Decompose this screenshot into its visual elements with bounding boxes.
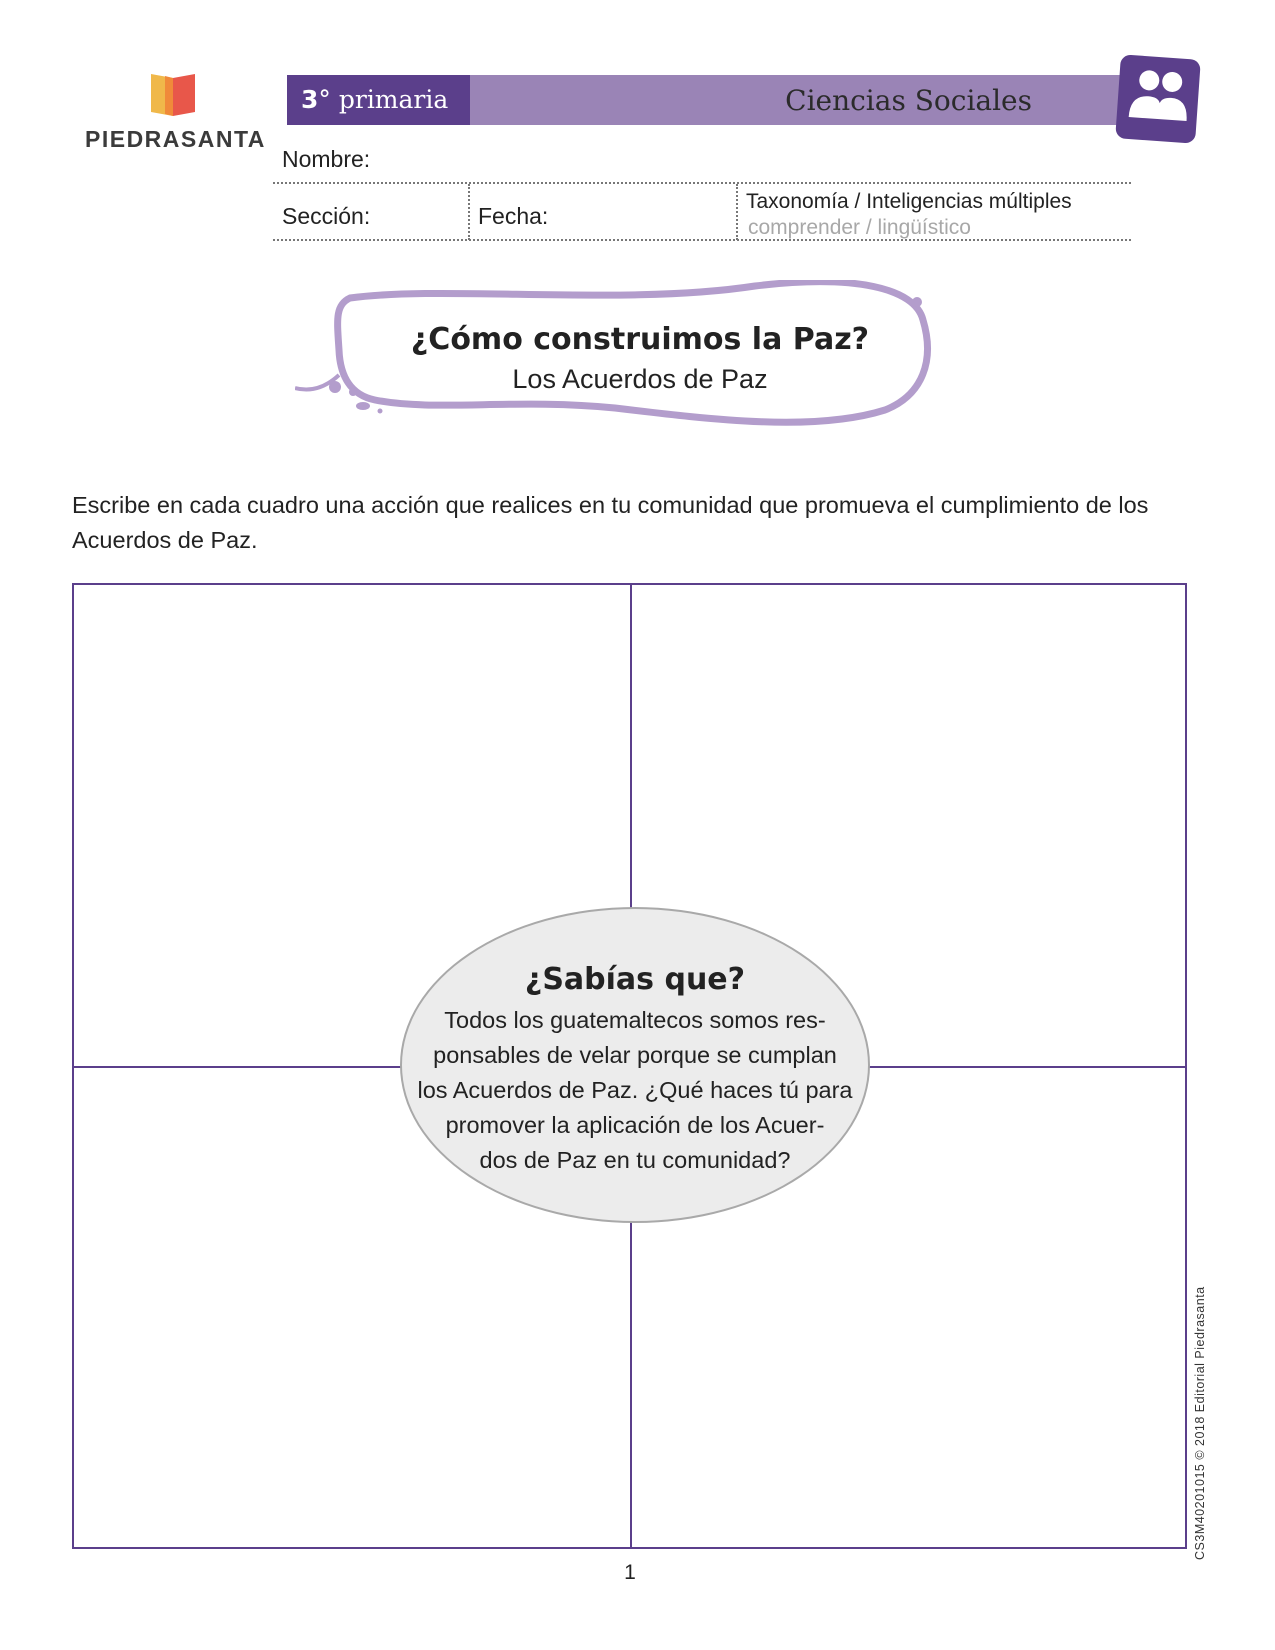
did-you-know-line: dos de Paz en tu comunidad? (479, 1147, 791, 1173)
subject-title: Ciencias Sociales (785, 84, 1032, 117)
title-speech-bubble (295, 280, 975, 440)
name-underline (273, 182, 1131, 184)
name-label: Nombre: (282, 146, 371, 172)
header-bar (287, 75, 1127, 125)
taxonomy-value: comprender / lingüístico (748, 216, 971, 239)
instructions: Escribe en cada cuadro una acción que realices en tu comunidad que promueva el cumplimiento de los Acuerdos de Paz. (72, 492, 1149, 553)
grade-word: primaria (338, 85, 449, 114)
did-you-know-line: los Acuerdos de Paz. ¿Qué haces tú para (417, 1077, 853, 1103)
did-you-know-line: promover la aplicación de los Acuer- (445, 1112, 825, 1138)
field-divider (736, 184, 738, 240)
field-divider (468, 184, 470, 240)
side-copyright-code: CS3M40201015 © 2018 Editorial Piedrasanta (1193, 1286, 1207, 1560)
worksheet-subtitle: Los Acuerdos de Paz (512, 364, 768, 394)
page-number: 1 (624, 1561, 636, 1584)
worksheet-title: ¿Cómo construimos la Paz? (410, 322, 870, 357)
publisher-name: PIEDRASANTA (85, 126, 266, 152)
people-icon (1115, 54, 1201, 143)
did-you-know-line: Todos los guatemaltecos somos res- (444, 1007, 826, 1033)
book-logo-icon (85, 70, 270, 126)
did-you-know-line: ponsables de velar porque se cumplan (433, 1042, 837, 1068)
did-you-know-title: ¿Sabías que? (524, 962, 746, 997)
date-label: Fecha: (478, 203, 549, 229)
taxonomy-title: Taxonomía / Inteligencias múltiples (746, 190, 1072, 213)
did-you-know-text (400, 1003, 870, 1178)
grade-degree-symbol: ° (318, 85, 331, 114)
form-bottom-line (273, 239, 1131, 241)
section-label: Sección: (282, 203, 371, 229)
publisher-logo (85, 70, 270, 160)
grade-badge (287, 75, 470, 125)
grade-number: 3 (301, 85, 319, 114)
